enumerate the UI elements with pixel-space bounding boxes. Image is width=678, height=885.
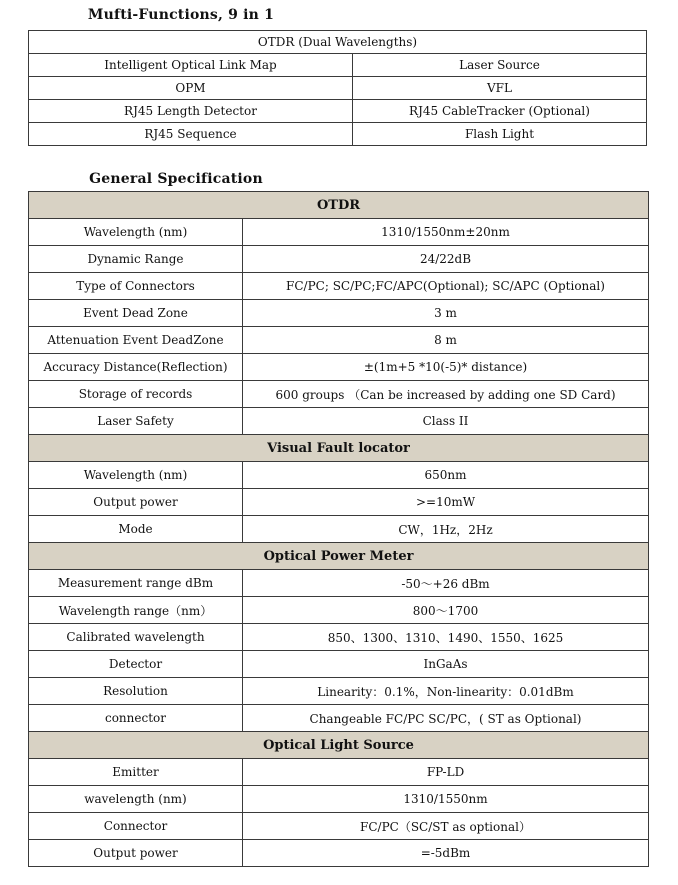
section-header-row [29, 732, 649, 759]
functions-table [28, 30, 647, 146]
spec-label: Storage of records [29, 381, 243, 408]
spec-label: Wavelength (nm) [29, 219, 243, 246]
spec-value: FP-LD [243, 759, 649, 786]
table-row [29, 678, 649, 705]
spec-value: ±(1m+5 *10(-5)* distance) [243, 354, 649, 381]
table-row [29, 273, 649, 300]
function-cell: Intelligent Optical Link Map [29, 54, 353, 77]
spec-value: Changeable FC/PC SC/PC，( ST as Optional) [243, 705, 649, 732]
table-row [29, 624, 649, 651]
table-row [29, 705, 649, 732]
function-cell: Flash Light [353, 123, 647, 146]
section-header-row [29, 192, 649, 219]
spec-value: FC/PC; SC/PC;FC/APC(Optional); SC/APC (Optional) [243, 273, 649, 300]
spec-label: wavelength (nm) [29, 786, 243, 813]
spec-value: InGaAs [243, 651, 649, 678]
table-row [29, 813, 649, 840]
spec-value: 800～1700 [243, 597, 649, 624]
table-row [29, 516, 649, 543]
spec-value: >=10mW [243, 489, 649, 516]
table-row [29, 54, 647, 77]
spec-table-body [29, 192, 649, 867]
function-cell: Laser Source [353, 54, 647, 77]
spec-table [28, 191, 649, 867]
spec-label: Measurement range dBm [29, 570, 243, 597]
spec-value: 24/22dB [243, 246, 649, 273]
table-row [29, 100, 647, 123]
table-row [29, 327, 649, 354]
spec-label: Emitter [29, 759, 243, 786]
table-row [29, 300, 649, 327]
table-row [29, 381, 649, 408]
spec-value: -50～+26 dBm [243, 570, 649, 597]
spec-value: 1310/1550nm±20nm [243, 219, 649, 246]
spec-label: Output power [29, 840, 243, 867]
functions-title: Mufti-Functions, 9 in 1 [87, 7, 275, 23]
spec-label: Dynamic Range [29, 246, 243, 273]
spec-label: Resolution [29, 678, 243, 705]
spec-value: CW，1Hz，2Hz [243, 516, 649, 543]
section-title: Optical Power Meter [29, 543, 649, 570]
spec-value: =-5dBm [243, 840, 649, 867]
function-cell: OPM [29, 77, 353, 100]
table-row [29, 651, 649, 678]
spec-label: Output power [29, 489, 243, 516]
spec-value: 3 m [243, 300, 649, 327]
spec-label: Event Dead Zone [29, 300, 243, 327]
function-cell: VFL [353, 77, 647, 100]
spec-label: Attenuation Event DeadZone [29, 327, 243, 354]
section-title: Visual Fault locator [29, 435, 649, 462]
table-row [29, 408, 649, 435]
table-row [29, 489, 649, 516]
table-row [29, 354, 649, 381]
section-header-row [29, 543, 649, 570]
spec-value: Class II [243, 408, 649, 435]
table-row [29, 786, 649, 813]
functions-table-body [29, 31, 647, 146]
spec-label: Mode [29, 516, 243, 543]
table-row [29, 759, 649, 786]
spec-label: Connector [29, 813, 243, 840]
spec-value: FC/PC（SC/ST as optional） [243, 813, 649, 840]
spec-label: Wavelength (nm) [29, 462, 243, 489]
function-cell: RJ45 Length Detector [29, 100, 353, 123]
section-title: Optical Light Source [29, 732, 649, 759]
spec-value: 600 groups （Can be increased by adding one SD Card) [243, 381, 649, 408]
spec-value: 650nm [243, 462, 649, 489]
table-row [29, 77, 647, 100]
table-row [29, 570, 649, 597]
section-title: OTDR [29, 192, 649, 219]
spec-label: Accuracy Distance(Reflection) [29, 354, 243, 381]
function-cell: RJ45 CableTracker (Optional) [353, 100, 647, 123]
table-row [29, 219, 649, 246]
functions-header-row [29, 31, 647, 54]
table-row [29, 597, 649, 624]
functions-header-cell: OTDR (Dual Wavelengths) [29, 31, 647, 54]
spec-label: Detector [29, 651, 243, 678]
section-header-row [29, 435, 649, 462]
spec-label: Wavelength range（nm） [29, 597, 243, 624]
spec-value: 8 m [243, 327, 649, 354]
spec-value: Linearity：0.1%，Non-linearity：0.01dBm [243, 678, 649, 705]
table-row [29, 123, 647, 146]
spec-label: Calibrated wavelength [29, 624, 243, 651]
function-cell: RJ45 Sequence [29, 123, 353, 146]
table-row [29, 462, 649, 489]
spec-label: Type of Connectors [29, 273, 243, 300]
spec-label: connector [29, 705, 243, 732]
table-row [29, 246, 649, 273]
spec-value: 850、1300、1310、1490、1550、1625 [243, 624, 649, 651]
spec-value: 1310/1550nm [243, 786, 649, 813]
spec-label: Laser Safety [29, 408, 243, 435]
table-row [29, 840, 649, 867]
spec-title: General Specification [89, 171, 263, 187]
